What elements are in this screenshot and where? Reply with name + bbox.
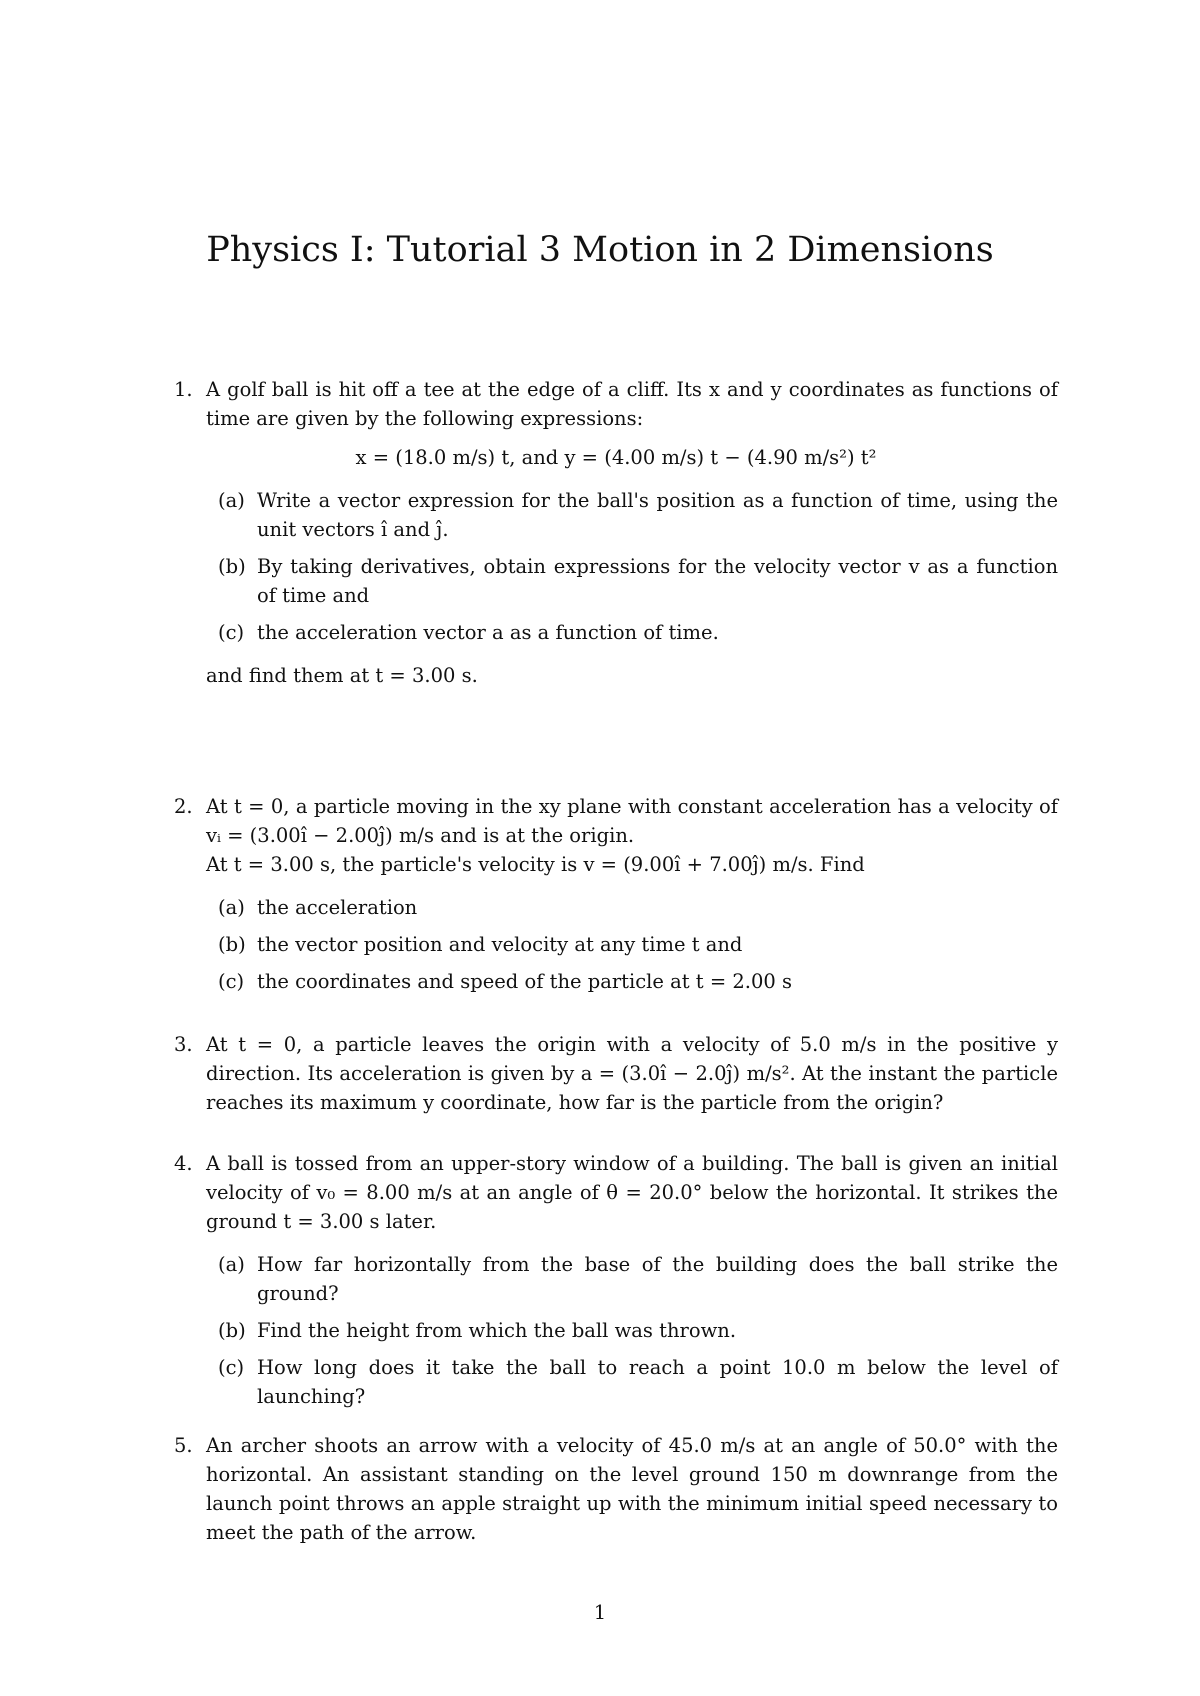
part-c: [218, 967, 1058, 996]
part-c: [218, 618, 1058, 647]
problem-note: and find them at t = 3.00 s.: [206, 664, 478, 687]
problem-5: [174, 1431, 1058, 1547]
problem-number: 4.: [174, 1152, 193, 1175]
part-a: [218, 486, 1058, 544]
problem-number: 5.: [174, 1434, 193, 1457]
problem-1: [174, 375, 1058, 690]
problem-3: [174, 1030, 1058, 1117]
part-label: (a): [218, 1253, 245, 1276]
part-text: the acceleration: [257, 896, 418, 919]
part-text: the acceleration vector a as a function of time.: [257, 621, 719, 644]
part-b: [218, 552, 1058, 610]
part-label: (c): [218, 970, 245, 993]
part-b: [218, 930, 1058, 959]
equation: x = (18.0 m/s) t, and y = (4.00 m/s) t − (4.90 m/s²) t²: [355, 446, 877, 469]
part-label: (a): [218, 896, 245, 919]
part-label: (c): [218, 621, 245, 644]
part-text: the vector position and velocity at any time t and: [257, 933, 743, 956]
problem-text: At t = 0, a particle moving in the xy plane with constant acceleration has a velocity of vᵢ = (3.00î − 2.00ĵ) m/s and is at the origin.: [206, 795, 1058, 847]
page-number: 1: [593, 1601, 607, 1624]
problem-text: A ball is tossed from an upper-story window of a building. The ball is given an initial velocity of v₀ = 8.00 m/s at an angle of θ = 20.0° below the horizontal. It strikes the ground t = 3.00 s later.: [206, 1152, 1058, 1233]
problem-number: 3.: [174, 1033, 193, 1056]
part-label: (b): [218, 1319, 246, 1342]
page-title: Physics I: Tutorial 3 Motion in 2 Dimensions: [206, 230, 994, 270]
part-c: [218, 1353, 1058, 1411]
part-text: Find the height from which the ball was thrown.: [257, 1319, 737, 1342]
part-b: [218, 1316, 1058, 1345]
problem-text: A golf ball is hit off a tee at the edge of a cliff. Its x and y coordinates as functions of time are given by the following expressions:: [206, 378, 1058, 430]
part-label: (b): [218, 555, 246, 578]
problem-number: 2.: [174, 795, 193, 818]
part-text: By taking derivatives, obtain expressions for the velocity vector v as a function of time and: [257, 555, 1058, 607]
problem-text: At t = 0, a particle leaves the origin with a velocity of 5.0 m/s in the positive y direction. Its acceleration is given by a = (3.0î − 2.0ĵ) m/s². At the instant the particle reaches its maximum y coordinate, how far is the particle from the origin?: [206, 1033, 1058, 1114]
problem-text-continued: At t = 3.00 s, the particle's velocity is v = (9.00î + 7.00ĵ) m/s. Find: [206, 853, 865, 876]
part-a: [218, 1250, 1058, 1308]
problem-number: 1.: [174, 378, 193, 401]
part-label: (b): [218, 933, 246, 956]
problem-4: [174, 1149, 1058, 1411]
part-text: How far horizontally from the base of the building does the ball strike the ground?: [257, 1253, 1058, 1305]
part-a: [218, 893, 1058, 922]
problem-text: An archer shoots an arrow with a velocity of 45.0 m/s at an angle of 50.0° with the horizontal. An assistant standing on the level ground 150 m downrange from the launch point throws an apple straight up with the minimum initial speed necessary to meet the path of the arrow.: [206, 1434, 1058, 1544]
part-text: the coordinates and speed of the particle at t = 2.00 s: [257, 970, 793, 993]
part-text: Write a vector expression for the ball's position as a function of time, using the unit vectors î and ĵ.: [257, 489, 1058, 541]
part-label: (c): [218, 1356, 245, 1379]
problem-2: [174, 792, 1058, 996]
part-text: How long does it take the ball to reach a point 10.0 m below the level of launching?: [257, 1356, 1058, 1408]
part-label: (a): [218, 489, 245, 512]
